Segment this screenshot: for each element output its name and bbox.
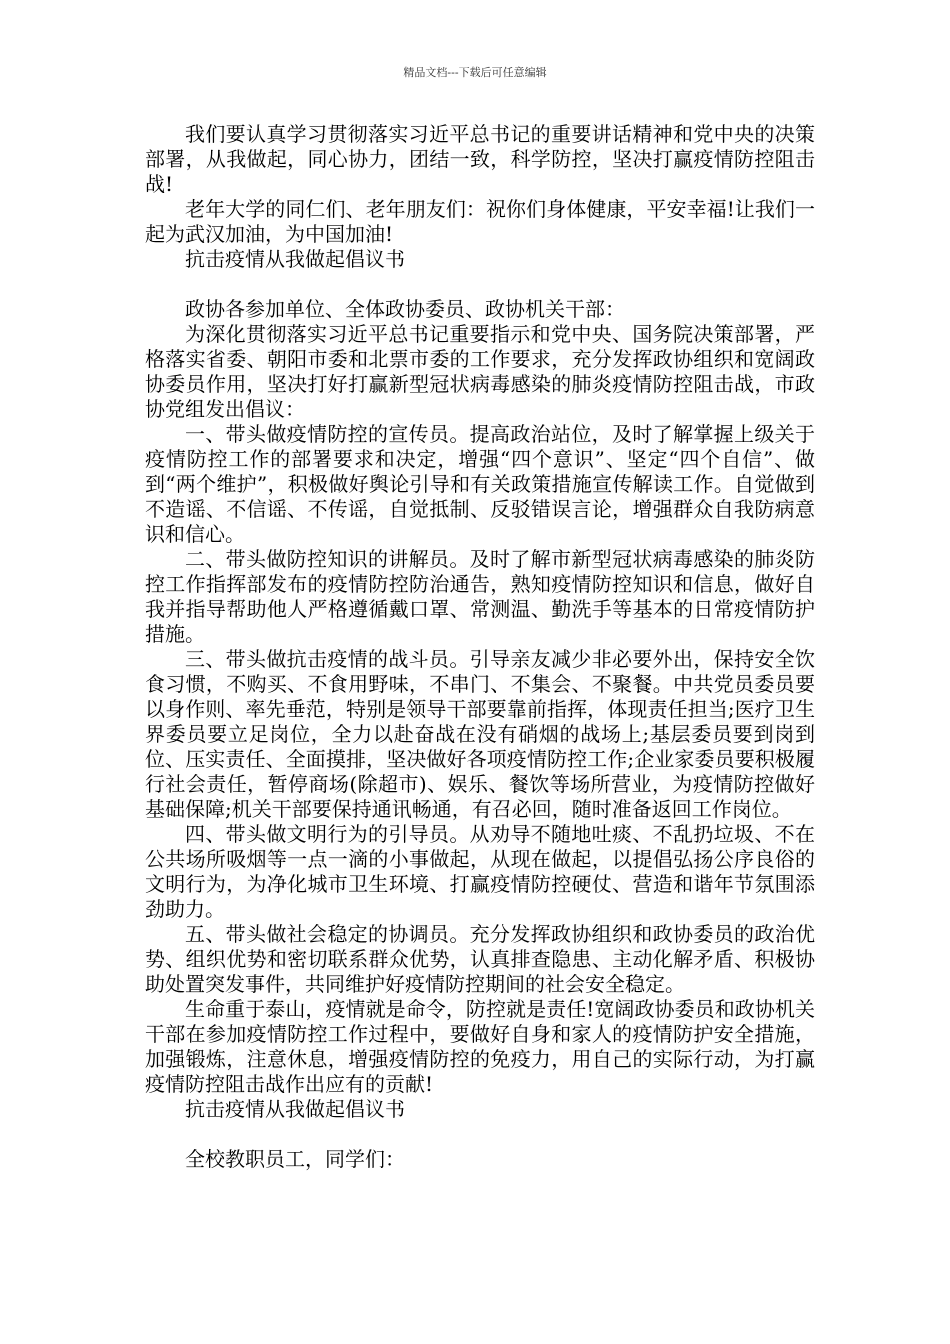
paragraph: 四、带头做文明行为的引导员。从劝导不随地吐痰、不乱扔垃圾、不在公共场所吸烟等一点一滴的小事做起，从现在做起，以提倡弘扬公序良俗的文明行为，为净化城市卫生环境、打赢疫情防控硬仗、营造和谐年节氛围添劲助力。 [145,822,815,921]
paragraph: 我们要认真学习贯彻落实习近平总书记的重要讲话精神和党中央的决策部署，从我做起，同心协力，团结一致，科学防控，坚决打赢疫情防控阻击战! [145,122,815,196]
paragraph: 二、带头做防控知识的讲解员。及时了解市新型冠状病毒感染的肺炎防控工作指挥部发布的疫情防控防治通告，熟知疫情防控知识和信息，做好自我并指导帮助他人严格遵循戴口罩、常测温、勤洗手等基本的日常疫情防护措施。 [145,547,815,646]
paragraph: 一、带头做疫情防控的宣传员。提高政治站位，及时了解掌握上级关于疫情防控工作的部署要求和决定，增强“四个意识”、坚定“四个自信”、做到“两个维护”，积极做好舆论引导和有关政策措施宣传解读工作。自觉做到不造谣、不信谣、不传谣，自觉抵制、反驳错误言论，增强群众自我防病意识和信心。 [145,422,815,546]
page-header: 精品文档---下载后可任意编辑 [403,66,547,79]
paragraph: 老年大学的同仁们、老年朋友们：祝你们身体健康，平安幸福!让我们一起为武汉加油，为中国加油! [145,197,815,246]
section-title: 抗击疫情从我做起倡议书 [185,247,405,271]
document-body [145,122,815,1172]
paragraph: 生命重于泰山，疫情就是命令，防控就是责任!宽阔政协委员和政协机关干部在参加疫情防控工作过程中，要做好自身和家人的疫情防护安全措施，加强锻炼，注意休息，增强疫情防控的免疫力，用自己的实际行动，为打赢疫情防控阻击战作出应有的贡献! [145,997,815,1096]
blank-line [145,272,815,297]
paragraph: 五、带头做社会稳定的协调员。充分发挥政协组织和政协委员的政治优势、组织优势和密切联系群众优势，认真排查隐患、主动化解矛盾、积极协助处置突发事件，共同维护好疫情防控期间的社会安全稳定。 [145,922,815,996]
section-title: 抗击疫情从我做起倡议书 [185,1097,405,1121]
salutation: 政协各参加单位、全体政协委员、政协机关干部： [185,297,625,321]
salutation: 全校教职员工，同学们： [185,1147,405,1171]
blank-line [145,1122,815,1147]
paragraph: 三、带头做抗击疫情的战斗员。引导亲友减少非必要外出，保持安全饮食习惯，不购买、不食用野味，不串门、不集会、不聚餐。中共党员委员要以身作则、率先垂范，特别是领导干部要靠前指挥，体现责任担当;医疗卫生界委员要立足岗位，全力以赴奋战在没有硝烟的战场上;基层委员要到岗到位、压实责任、全面摸排，坚决做好各项疫情防控工作;企业家委员要积极履行社会责任，暂停商场(除超市)、娱乐、餐饮等场所营业，为疫情防控做好基础保障;机关干部要保持通讯畅通，有召必回，随时准备返回工作岗位。 [145,647,815,821]
paragraph: 为深化贯彻落实习近平总书记重要指示和党中央、国务院决策部署，严格落实省委、朝阳市委和北票市委的工作要求，充分发挥政协组织和宽阔政协委员作用，坚决打好打赢新型冠状病毒感染的肺炎疫情防控阻击战，市政协党组发出倡议： [145,322,815,421]
